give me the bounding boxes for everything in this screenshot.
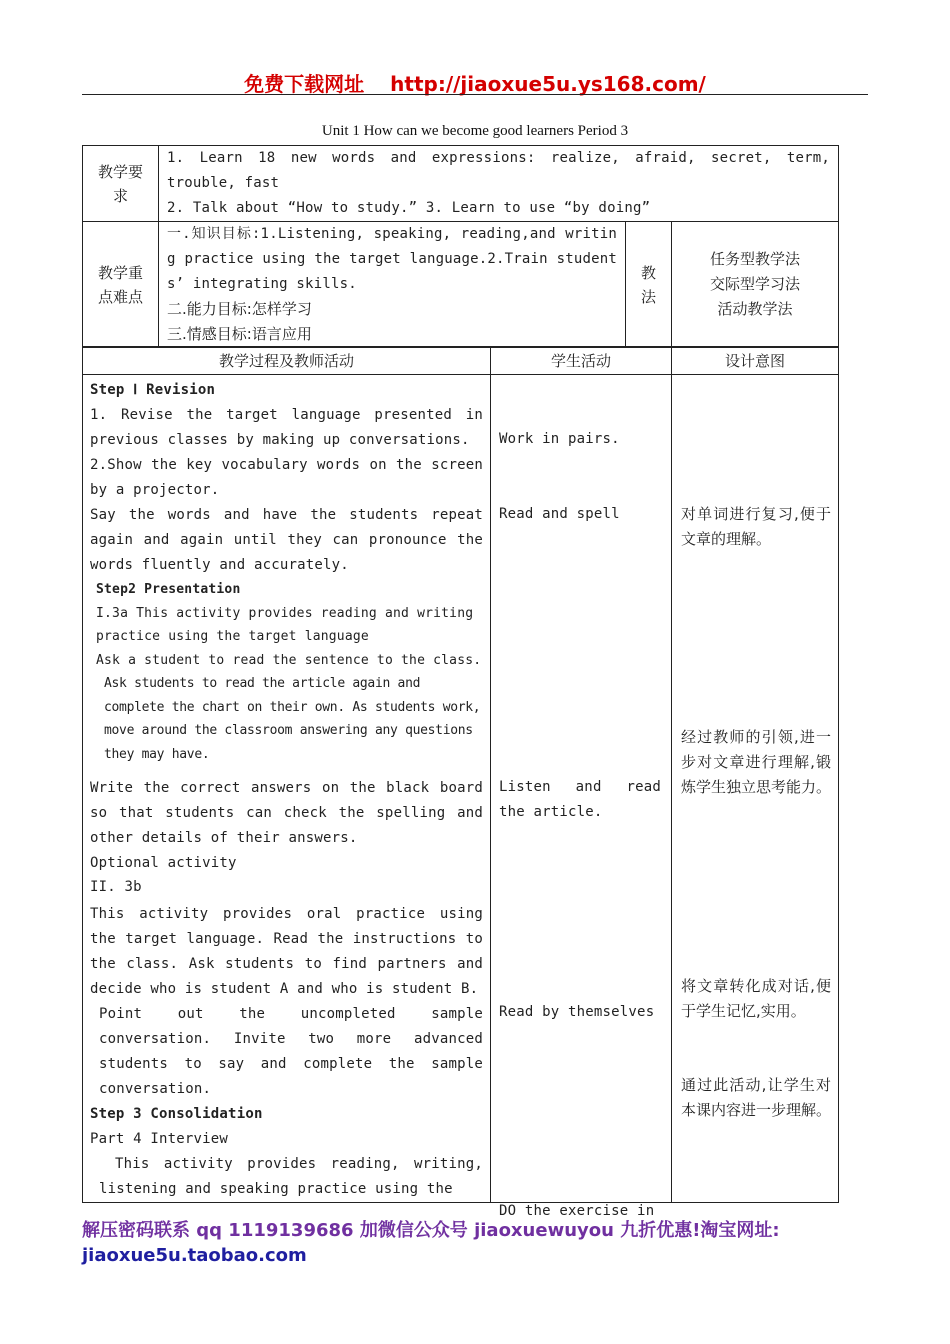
key-points-table — [82, 221, 839, 348]
step1-paragraph: 1. Revise the target language presented in previous classes by making up conversations. — [90, 407, 492, 448]
step1-paragraph: 2.Show the key vocabulary words on the screen by a projector. — [90, 457, 492, 498]
step2-paragraph: Write the correct answers on the black board so that students can check the spelling and other details of their answers. — [90, 780, 492, 846]
step-ii-3b: II. 3b — [90, 879, 142, 895]
student-activity: Listen and read the article. — [499, 779, 670, 820]
header-teacher: 教学过程及教师活动 — [83, 347, 491, 375]
part4-title: Part 4 Interview — [90, 1131, 229, 1147]
method-item: 交际型学习法 — [709, 275, 800, 293]
student-activity: Read by themselves — [499, 1004, 655, 1020]
page-footer — [82, 1218, 872, 1268]
student-activity-cell — [491, 375, 672, 1219]
step2-paragraph: This activity provides oral practice using the target language. Read the instructions to the class. Ask students to find partners and decide who is student A and who is student B. — [90, 906, 492, 997]
design-intent: 对单词进行复习,便于文章的理解。 — [681, 505, 831, 548]
step1-paragraph: Say the words and have the students repeat again and again until they can pronounce the words fluently and accurately. — [90, 507, 492, 573]
key-points-label: 教学重点难点 — [83, 222, 159, 348]
optional-activity: Optional activity — [90, 855, 237, 871]
step3-paragraph: This activity provides reading, writing, listening and speaking practice using the — [99, 1156, 492, 1197]
key-points-line-2: 二.能力目标:怎样学习 — [167, 300, 312, 318]
design-intent: 将文章转化成对话,便于学生记忆,实用。 — [681, 977, 831, 1020]
key-points-line-3: 三.情感目标:语言应用 — [167, 325, 312, 343]
requirements-label: 教学要求 — [83, 146, 159, 222]
student-activity: Read and spell — [499, 506, 620, 522]
student-activity: Work in pairs. — [499, 431, 620, 447]
step2-paragraph: Ask students to read the article again and complete the chart on their own. As students work, move around the classroom answering any questions they may have. — [104, 676, 488, 762]
design-intent-cell — [672, 375, 839, 1203]
document-title: Unit 1 How can we become good learners Period 3 — [321, 123, 629, 139]
teacher-activity-cell — [83, 375, 491, 1203]
method-label: 教法 — [626, 222, 672, 348]
footer-contact-line: 解压密码联系 qq 1119139686 加微信公众号 jiaoxuewuyou 九折优惠!淘宝网址: — [82, 1220, 780, 1241]
process-table — [82, 346, 839, 1219]
header-student: 学生活动 — [491, 347, 672, 375]
method-list — [672, 222, 839, 348]
header-url-link[interactable]: http://jiaoxue5u.ys168.com/ — [390, 72, 706, 96]
step3-title: Step 3 Consolidation — [90, 1106, 263, 1122]
requirements-line-2: 2. Talk about “How to study.” 3. Learn to use “by doing” — [167, 200, 651, 216]
header-divider — [82, 94, 868, 95]
step2-title: Step2 Presentation — [96, 582, 241, 597]
method-item: 活动教学法 — [717, 300, 793, 318]
design-intent: 通过此活动,让学生对本课内容进一步理解。 — [681, 1076, 832, 1119]
step2-paragraph: I.3a This activity provides reading and writing practice using the target language — [96, 605, 482, 644]
footer-shop-link[interactable]: jiaoxue5u.taobao.com — [82, 1245, 307, 1266]
step1-title: Step Ⅰ Revision — [90, 382, 216, 398]
method-item: 任务型教学法 — [709, 250, 800, 268]
step2-paragraph: Point out the uncompleted sample conversation. Invite two more advanced students to say and complete the sample conversation. — [99, 1006, 492, 1097]
key-points-line-1: 一.知识目标:1.Listening, speaking, reading,and writing practice using the target language.2.Train students’ integrating skills. — [167, 226, 617, 292]
requirements-line-1: 1. Learn 18 new words and expressions: realize, afraid, secret, term, trouble, fast — [167, 150, 839, 191]
free-download-label: 免费下载网址 — [244, 72, 365, 96]
requirements-table — [82, 145, 839, 222]
student-activity: DO the exercise in — [499, 1203, 655, 1219]
page-header — [0, 68, 950, 97]
design-intent: 经过教师的引领,进一步对文章进行理解,锻炼学生独立思考能力。 — [681, 728, 832, 796]
header-design: 设计意图 — [672, 347, 839, 375]
step2-paragraph: Ask a student to read the sentence to the class. — [96, 652, 482, 668]
